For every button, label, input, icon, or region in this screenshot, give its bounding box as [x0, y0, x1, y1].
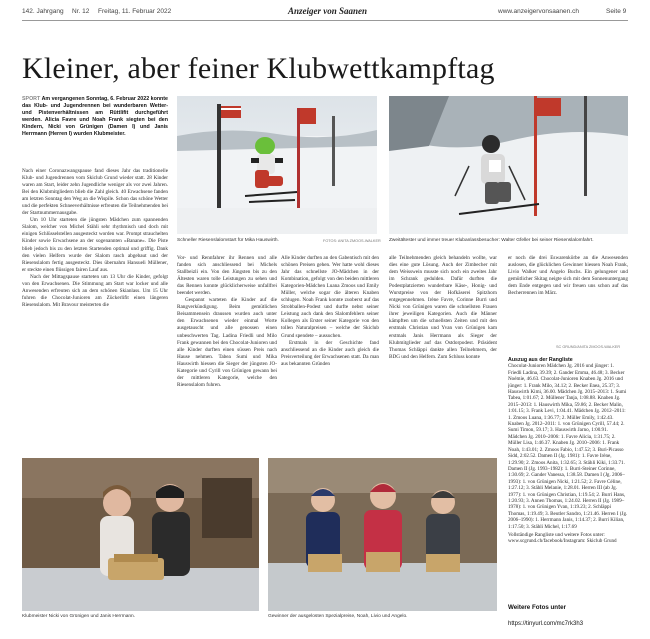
- paragraph: Vor- und Rennfahrer ihr Rennen und alle fanden sich anschliessend bei Michels Stallbeizli ein. Von den Jüngsten bis zu den Ältesten waren tolle Leistungen zu sehen und das Rennen konnte glücklicherweise unfallfrei beendet werden.: [177, 255, 277, 297]
- article-column-4: [389, 255, 497, 453]
- photo-caption: Schneller Riesenslalomstart für Mika Hauswirth.: [177, 238, 279, 243]
- paragraph: Gespannt warteten die Kinder auf die Rangverkündigung. Beim gemütlichen Beisammensein draussen wurden auch unter den Erwachsenen wieder einmal Worte ausgetauscht und alle genossen einen unbeschwerten Tag. Ladina Friedli und Milo Frank gewannen bei den Chocolat-Junioren und alle Kinder durften einen süssen Preis nach Hause nehmen. Tabea Sumi und Mika Hauswirth hiessen die Sieger der jüngsten JO-Kategorie und Cyrill von Grünigen gewann bei der mittleren Kategorie, welche den Riesenslalom fuhren.: [177, 297, 277, 388]
- paragraph: alle Teilnehmenden gleich behandeln wollte, war dies eine gute Lösung. Auch der Zimbecher mit dem Weisswein musste sich noch ein zweites Jahr im Schrank gedulden. Dafür durften die Podestplatzierten wunderbare Käse-, Honig- und Wurstpreise von der Hofkäserei Spitzhorn entgegennehmen. Irène Favre, Corinne Burri und Nicki von Grünigen waren die schnellsten Frauen ihrer jeweiligen Kategorien. Auch die Männer kämpften um die schnellsten Zeiten und mit den erstmals Christian und Yvan von Grünigen kam erstmals Janis Herrmann als Sieger der Klubmitglieder auf das Ostdorpodest. Präsident Thomas Schläppi dankte allen Teilnehmern, der BDG und den Helfern. Zum Schluss konnte: [389, 255, 497, 360]
- article-column-1: [22, 168, 168, 452]
- paragraph: Erstmals in der Geschichte fand anschliessend an die Kinder auch gleich die Preisverteilung der Erwachsenen statt. Da man aus bekannten Gründen: [281, 339, 379, 367]
- paragraph: Um 10 Uhr starteten die jüngsten Mädchen zum spannenden Slalom, welcher von Michel Stähli sehr rhythmisch und doch mit einigen Schlüsselstellen ausgesteckt worden war. Prompt strauchelten Kinder sowie Erwachsene an der sogenannten «Banane». Die Piste blieb jedoch bis zu den letzten Startenden optimal und griffig. Dank den vielen Helfern wurde der Slalom rasch abgebaut und der Riesenslalom fertig ausgesteckt. Dies übernahm Hansueli Müllener, er steckte einen flüssigen fairen Lauf aus.: [22, 217, 168, 273]
- paragraph: Alle Kinder durften an den Gabentisch mit den schönen Preisen gehen. Wer hatte wohl dieses Jahr das schnellste JO-Mädchen in der Kombination, gefolgt von den beiden mittleren Kategorien-Mädchen Luana Zmoos und Emily Müller, welche sogar die älteren Knaben schlugen. Noah Frank konnte zuoberst auf das Strobballen-Podest und durfte nebst seiner Leistung auch dank den Slalomfehlern seiner Kollegen als Erster seiner Kategorie von den tollen Naturalpreisen – welche der Skiclub Grund spendete – aussuchen.: [281, 255, 379, 339]
- photo-prize-winners: [268, 458, 497, 611]
- paragraph: Nach der Mittagspause starteten um 13 Uhr die Kinder, gefolgt von den Erwachsenen. Die Stimmung am Start war locker und alle Anwesenden erfreuten sich an dem schönen Skianlass. Um 15 Uhr fuhren die Chocolat-Junioren am Zückerlifit einen längeren Riesenslalom. Mit Bravour meisterten die: [22, 273, 168, 308]
- more-photos-link[interactable]: https://tinyurl.com/mc7rk3h3: [508, 621, 584, 627]
- paragraph: er noch die drei Eswarenkörbe an die Anwesenden auslosen, die glücklichen Gewinner hiessen Noah Frank, Livio Walker und Angelo Buchs. Ein gelungener und gemütlicher Skitag neigte sich mit dem Sonnenuntergang dem Ende entgegen und wir freuen uns schon auf das Becherrennen im März.: [508, 255, 628, 297]
- photo-caption: Gewinner der ausgelosten Spezialpreise, Noah, Livio und Angelo.: [268, 614, 408, 619]
- article-kicker: SPORT: [22, 96, 41, 102]
- more-photos-heading: Weitere Fotos unter: [508, 604, 566, 611]
- paragraph: Nach einer Coronazwangspause fand dieses Jahr das traditionelle Klub- und Jugendrennen vom Skiclub Grund wieder statt. 28 Kinder waren am Start, leider zehn Jugendliche weniger als vor zwei Jahren. Bei den Klubmitgliedern blieb die Zahl gleich. 40 Erwachsene fanden am letzten Sonntag den Weg an die Wispile. Schon das schöne Wetter und die perfekten Schneeverhältnisse erfreuten die Teilnehmenden bei der Startnummernausgabe.: [22, 168, 168, 217]
- page-number: Seite 9: [606, 8, 627, 15]
- header-rule: [22, 20, 628, 21]
- article-column-3: [281, 255, 379, 453]
- article-column-2: [177, 255, 277, 453]
- page-header: [22, 6, 628, 18]
- article-byline: SC GRUND/ANITA ZMOOS-WALKER: [556, 345, 621, 349]
- photo-credit: FOTOS: ANITA ZMOOS-WALKER: [323, 239, 381, 243]
- volume-label: 142. Jahrgang: [22, 8, 64, 15]
- results-list: Chocolat-Junioren Mädchen Jg. 2016 und jünger: 1. Friedli Ladina, 39.39; 2. Gander Emma, 46.48; 3. Becker Noémie, 46.63. Chocolat-Junioren Knaben Jg. 2016 und jünger: 1. Frank Milo, 34.12; 2. Becker Enea, 25.37; 3. Hauswirth Kimi, 36.00. Mädchen Jg. 2015–2013: 1. Sumi Tabea, 1:01.67; 2. Müllener Tanja, 1:08.88. Knaben Jg. 2015–2013: 1. Hauswirth Mika, 59.86; 2. Becker Malin, 1:01.15; 3. Frank Levi, 1:04.41. Mädchen Jg. 2012–2011: 1. Zmoos Luana, 1:36.77; 2. Müller Emily, 1:42.43. Knaben Jg. 2012–2011: 1. von Grünigen Cyrill, 57.44; 2. Sumi Timon, 59.17; 3. Hauswirth Jarno, 1:00.91. Mädchen Jg. 2010–2006: 1. Favre Alicia, 1:31.75; 2. Müller Lisa, 1:46.37. Knaben Jg. 2010–2006: 1. Frank Noah, 1:43.01; 2. Zmoos Fabio, 1:47.52; 3. Buri-Picasso Sidd, 2:02.52. Damen II (Jg. 1981): 1. Favre Irène, 1:29.90; 2. Zmoos Anita, 1:32.65; 3. Stähli Kiki, 1:33.71. Damen II (Jg. 1993–1982): 1. Burri-Steiner Corinne, 1:30.69; 2. Gander Vanessa, 1:38.58. Damen I (Jg. 2006–1993): 1. von Grünigen Nicki, 1:21.52; 2. Favre Céline, 1:27.12; 3. Stähli Melanie, 1:28.01. Herren III (ab Jg. 1977): 1. von Grünigen Christian, 1:19.54; 2. Burri Hans, 1:20.93; 3. Annen Thomas, 1:24.02. Herren II (Jg. 1989–1978): 1. von Grünigen Yvan, 1:19.23; 2. Schläppi Thomas, 1:19.49; 3. Beutler Sandro, 1:21.46. Herren I (Jg. 2006–1990): 1. Herrmann Janis, 1:14.37; 2. Burri Kilian, 1:17.50; 3. Stähli Michel, 1:17.69: [508, 363, 628, 530]
- issue-label: Nr. 12: [72, 8, 90, 15]
- results-note: Vollständige Rangliste und weitere Fotos unter: www.scgrund.ch/facebook/Instagram: Skiclub Grund: [508, 531, 617, 545]
- results-box: [508, 357, 628, 595]
- photo-club-champions: [22, 458, 259, 611]
- masthead-logo: Anzeiger von Saanen: [288, 6, 368, 16]
- lead-text: Am vergangenen Sonntag, 6. Februar 2022 konnte das Klub- und Jugendrennen bei wunderbaren Wetter- und Pistenverhältnissen am Rüttlifit durchgeführt werden. Alicia Favre und Noah Frank siegten bei den Kindern, Nicki von Grünigen (Damen I) und Janis Herrmann (Herren I) wurden Klubmeister.: [22, 96, 168, 138]
- date-label: Freitag, 11. Februar 2022: [98, 8, 172, 15]
- photo-adult-racer: [389, 96, 628, 234]
- photo-caption: Zweitältester und immer treuer Klubanlassbesucher: Walter Gfeller bei seiner Riesenslalomfahrt.: [389, 238, 594, 243]
- photo-caption: Klubmeister Nicki von Grünigen und Janis Herrmann.: [22, 614, 136, 619]
- website-label: www.anzeigervonsaanen.ch: [498, 8, 579, 15]
- results-heading: Auszug aus der Rangliste: [508, 357, 573, 363]
- article-lead: [22, 96, 168, 152]
- article-column-5: [508, 255, 628, 339]
- headline: Kleiner, aber feiner Klubwettkampftag: [22, 52, 495, 85]
- photo-child-racer: [177, 96, 377, 234]
